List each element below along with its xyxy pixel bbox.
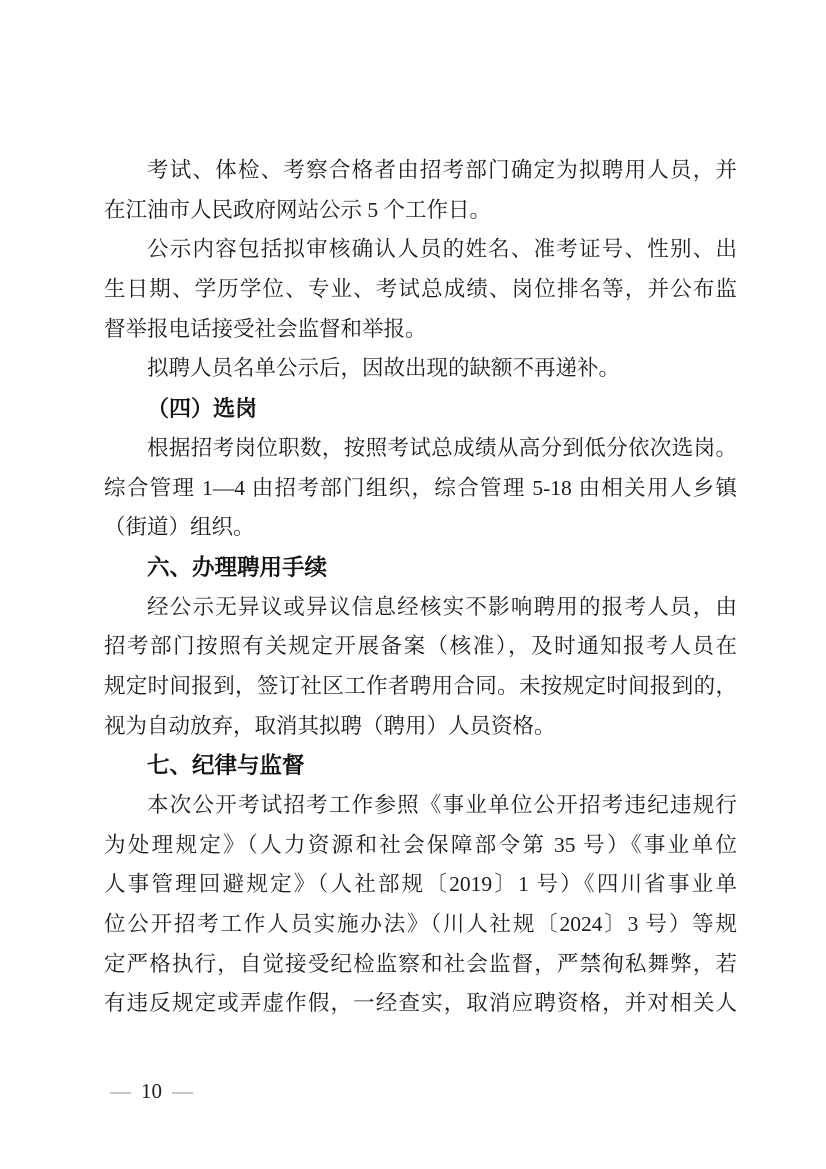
text-line: 为处理规定》（人力资源和社会保障部令第 35 号）《事业单位 [104,832,737,857]
page-number-dash-right: — [172,1079,193,1103]
text-line: 规定时间报到，签订社区工作者聘用合同。未按规定时间报到的， [104,673,737,698]
text-line: 在江油市人民政府网站公示 5 个工作日。 [104,197,492,222]
text-line: 考试、体检、考察合格者由招考部门确定为拟聘用人员，并 [147,158,737,182]
text-line: 位公开招考工作人员实施办法》（川人社规〔2024〕3 号）等规 [104,912,737,937]
text-line: 拟聘人员名单公示后，因故出现的缺额不再递补。 [147,356,621,381]
text-line: 经公示无异议或异议信息经核实不影响聘用的报考人员，由 [147,594,737,619]
page-number-dash-left: — [110,1079,131,1103]
document-content [104,151,737,1024]
section-heading: 七、纪律与监督 [147,753,305,779]
text-line: 生日期、学历学位、专业、考试总成绩、岗位排名等，并公布监 [104,277,737,302]
text-line: 视为自动放弃，取消其拟聘（聘用）人员资格。 [104,713,556,738]
text-line: 综合管理 1—4 由招考部门组织，综合管理 5-18 由相关用人乡镇 [104,475,737,500]
text-line: 招考部门按照有关规定开展备案（核准），及时通知报考人员在 [104,634,737,659]
text-line: （街道）组织。 [104,515,255,540]
text-line: 人事管理回避规定》（人社部规〔2019〕1 号）《四川省事业单 [104,872,737,897]
text-line: 本次公开考试招考工作参照《事业单位公开招考违纪违规行 [147,793,737,817]
text-line: 公示内容包括拟审核确认人员的姓名、准考证号、性别、出 [147,237,737,262]
page-number [110,1078,193,1104]
section-heading: 六、办理聘用手续 [147,554,328,580]
text-line: 根据招考岗位职数，按照考试总成绩从高分到低分依次选岗。 [147,435,737,460]
text-line: 定严格执行，自觉接受纪检监察和社会监督，严禁徇私舞弊，若 [104,951,737,976]
page-number-value: 10 [141,1079,162,1103]
text-line: 有违反规定或弄虚作假，一经查实，取消应聘资格，并对相关人 [104,991,737,1016]
text-line: 督举报电话接受社会监督和举报。 [104,316,427,341]
section-heading: （四）选岗 [147,396,258,422]
